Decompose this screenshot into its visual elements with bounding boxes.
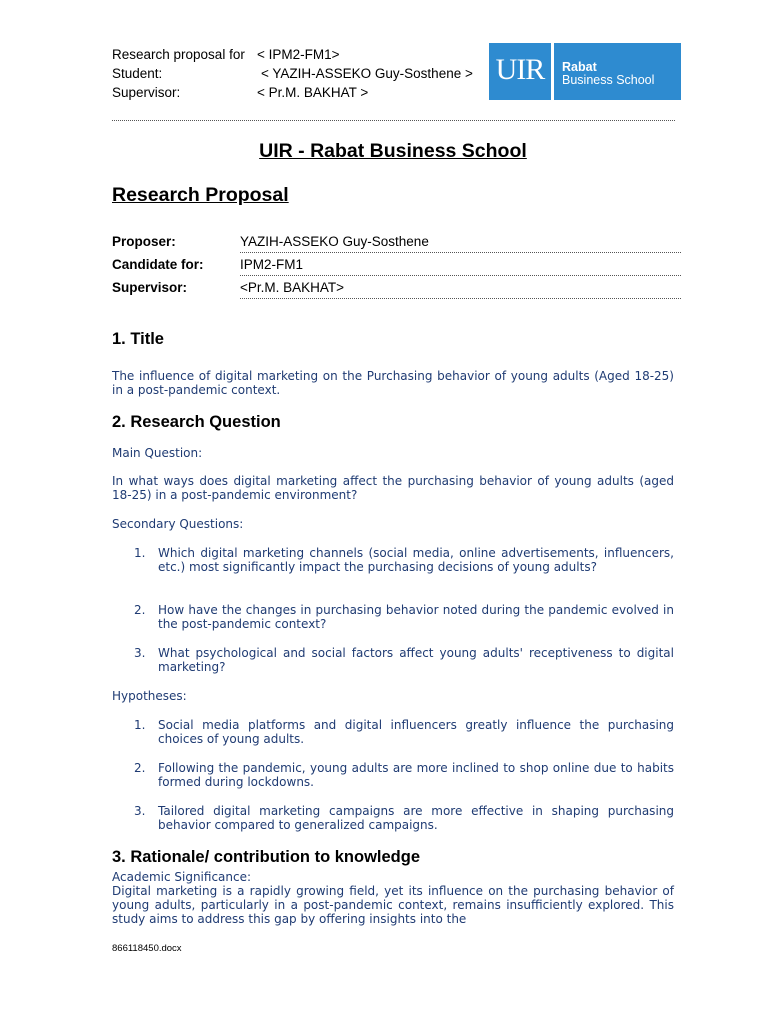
info-label: Supervisor: bbox=[112, 280, 188, 295]
info-row-proposer bbox=[112, 230, 681, 253]
secondary-questions-label: Secondary Questions: bbox=[112, 517, 244, 531]
section-rationale-heading: 3. Rationale/ contribution to knowledge bbox=[112, 848, 421, 866]
list-text: Social media platforms and digital influencers greatly influence the purchasing choices of young adults. bbox=[158, 718, 674, 746]
header-student-value: < YAZIH-ASSEKO Guy-Sosthene > bbox=[261, 66, 473, 81]
list-text: Which digital marketing channels (social media, online advertisements, influencers, etc.) most significantly impact the purchasing decisions of young adults? bbox=[158, 546, 674, 574]
header-proposal-row bbox=[112, 45, 340, 64]
header-divider bbox=[112, 120, 675, 121]
hypotheses-label: Hypotheses: bbox=[112, 689, 187, 703]
main-question-label: Main Question: bbox=[112, 446, 203, 460]
footer-filename: 866118450.docx bbox=[112, 943, 182, 954]
logo-monogram: UIR bbox=[495, 53, 545, 86]
list-number: 2. bbox=[134, 761, 146, 775]
header-proposal-label: Research proposal for bbox=[112, 47, 245, 62]
header-supervisor-row bbox=[112, 83, 369, 102]
list-text: Following the pandemic, young adults are more inclined to shop online due to habits formed during lockdowns. bbox=[158, 761, 674, 789]
list-number: 3. bbox=[134, 646, 146, 660]
list-text: What psychological and social factors affect young adults' receptiveness to digital marketing? bbox=[158, 646, 674, 674]
header-proposal-value: < IPM2-FM1> bbox=[257, 47, 340, 62]
header-supervisor-value: < Pr.M. BAKHAT > bbox=[257, 85, 369, 100]
list-text: How have the changes in purchasing behavior noted during the pandemic evolved in the post-pandemic context? bbox=[158, 603, 674, 631]
header-student-label: Student: bbox=[112, 66, 163, 81]
school-title: UIR - Rabat Business School bbox=[259, 140, 527, 162]
rationale-text: Digital marketing is a rapidly growing field, yet its influence on the purchasing behavior of young adults, particularly in a post-pandemic context, remains insufficiently explored. This study aims to address this gap by offering insights into the bbox=[112, 884, 674, 926]
header-supervisor-label: Supervisor: bbox=[112, 85, 181, 100]
section-title-heading: 1. Title bbox=[112, 330, 164, 348]
info-row-candidate bbox=[112, 253, 681, 276]
title-text: The influence of digital marketing on the Purchasing behavior of young adults (Aged 18-25) in a post-pandemic context. bbox=[112, 369, 674, 397]
logo-line2: Business School bbox=[562, 73, 655, 87]
info-label: Proposer: bbox=[112, 234, 176, 249]
logo-line1: Rabat bbox=[562, 60, 597, 74]
list-number: 3. bbox=[134, 804, 146, 818]
section-research-question-heading: 2. Research Question bbox=[112, 413, 281, 431]
logo-divider bbox=[551, 43, 554, 100]
info-value: <Pr.M. BAKHAT> bbox=[240, 276, 681, 299]
header-student-row bbox=[112, 64, 473, 83]
info-row-supervisor bbox=[112, 276, 681, 299]
info-label: Candidate for: bbox=[112, 257, 204, 272]
main-question-text: In what ways does digital marketing affect the purchasing behavior of young adults (aged 18-25) in a post-pandemic environment? bbox=[112, 474, 674, 502]
proposal-heading: Research Proposal bbox=[112, 184, 289, 206]
academic-significance-label: Academic Significance: bbox=[112, 870, 252, 884]
list-text: Tailored digital marketing campaigns are more effective in shaping purchasing behavior compared to generalized campaigns. bbox=[158, 804, 674, 832]
list-number: 1. bbox=[134, 546, 146, 560]
info-value: YAZIH-ASSEKO Guy-Sosthene bbox=[240, 230, 681, 253]
list-number: 1. bbox=[134, 718, 146, 732]
school-logo bbox=[489, 43, 681, 100]
list-number: 2. bbox=[134, 603, 146, 617]
info-value: IPM2-FM1 bbox=[240, 253, 681, 276]
